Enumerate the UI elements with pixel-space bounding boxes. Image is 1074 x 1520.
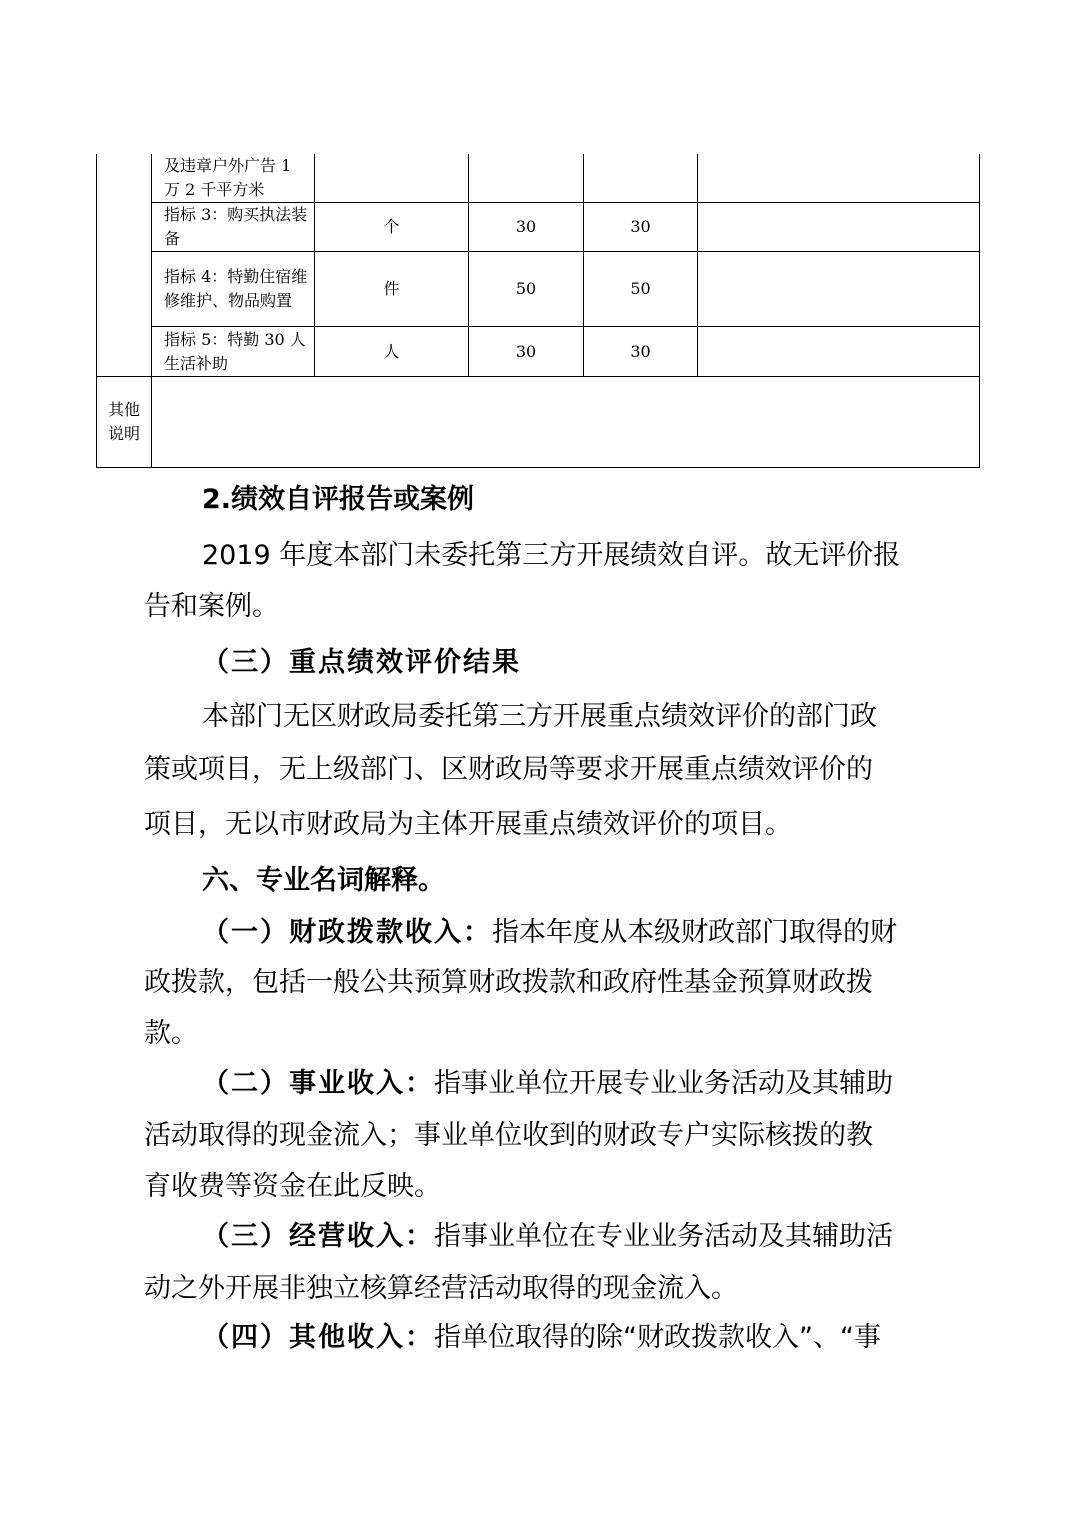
other-notes-content	[152, 377, 980, 468]
definition-line	[202, 1318, 992, 1358]
plan-value-cell: 30	[469, 203, 584, 252]
performance-indicator-table	[96, 154, 980, 468]
paragraph-line: 2019 年度本部门未委托第三方开展绩效自评。故无评价报	[202, 540, 901, 571]
paragraph-line: 策或项目，无上级部门、区财政局等要求开展重点绩效评价的	[144, 754, 873, 785]
paragraph-line: 育收费等资金在此反映。	[144, 1171, 441, 1202]
indicator-cell: 指标 5：特勤 30 人生活补助	[152, 327, 315, 377]
paragraph-line: 活动取得的现金流入；事业单位收到的财政专户实际核拨的教	[144, 1120, 873, 1151]
other-notes-label: 其他说明	[97, 377, 152, 468]
section-heading-self-evaluation: 2.绩效自评报告或案例	[202, 484, 475, 515]
table-row	[97, 154, 980, 203]
unit-cell: 个	[315, 203, 469, 252]
actual-value-cell	[584, 154, 698, 203]
table-row-other	[97, 377, 980, 468]
definition-term: （三）经营收入：	[202, 1221, 434, 1252]
section-heading-glossary: 六、专业名词解释。	[202, 865, 445, 896]
unit-cell: 人	[315, 327, 469, 377]
note-cell	[698, 154, 980, 203]
definition-text: 指单位取得的除“财政拨款收入”、“事	[434, 1322, 881, 1353]
definition-text: 指本年度从本级财政部门取得的财	[492, 917, 897, 948]
definition-line	[202, 1064, 992, 1104]
actual-value-cell: 50	[584, 252, 698, 327]
indicator-cell: 指标 3：购买执法装备	[152, 203, 315, 252]
definition-line	[202, 913, 992, 953]
paragraph-line: 项目，无以市财政局为主体开展重点绩效评价的项目。	[144, 809, 792, 840]
paragraph-line: 动之外开展非独立核算经营活动取得的现金流入。	[144, 1273, 738, 1304]
definition-term: （四）其他收入：	[202, 1322, 434, 1353]
indicator-cell: 指标 4：特勤住宿维修维护、物品购置	[152, 252, 315, 327]
table-row	[97, 327, 980, 377]
plan-value-cell	[469, 154, 584, 203]
plan-value-cell: 30	[469, 327, 584, 377]
definition-term: （一）财政拨款收入：	[202, 917, 492, 948]
note-cell	[698, 252, 980, 327]
definition-text: 指事业单位开展专业业务活动及其辅助	[434, 1068, 893, 1099]
table-row	[97, 203, 980, 252]
paragraph-line: 告和案例。	[144, 591, 279, 622]
definition-term: （二）事业收入：	[202, 1068, 434, 1099]
table-row	[97, 252, 980, 327]
paragraph-line: 款。	[144, 1018, 198, 1049]
indicator-cell: 及违章户外广告 1 万 2 千平方米	[152, 154, 315, 203]
paragraph-line: 本部门无区财政局委托第三方开展重点绩效评价的部门政	[202, 701, 877, 732]
actual-value-cell: 30	[584, 203, 698, 252]
definition-line	[202, 1217, 992, 1257]
paragraph-line: 政拨款，包括一般公共预算财政拨款和政府性基金预算财政拨	[144, 967, 873, 998]
category-cell	[97, 154, 152, 377]
definition-text: 指事业单位在专业业务活动及其辅助活	[434, 1221, 893, 1252]
unit-cell	[315, 154, 469, 203]
actual-value-cell: 30	[584, 327, 698, 377]
note-cell	[698, 203, 980, 252]
note-cell	[698, 327, 980, 377]
unit-cell: 件	[315, 252, 469, 327]
plan-value-cell: 50	[469, 252, 584, 327]
section-heading-key-evaluation: （三）重点绩效评价结果	[202, 647, 521, 678]
